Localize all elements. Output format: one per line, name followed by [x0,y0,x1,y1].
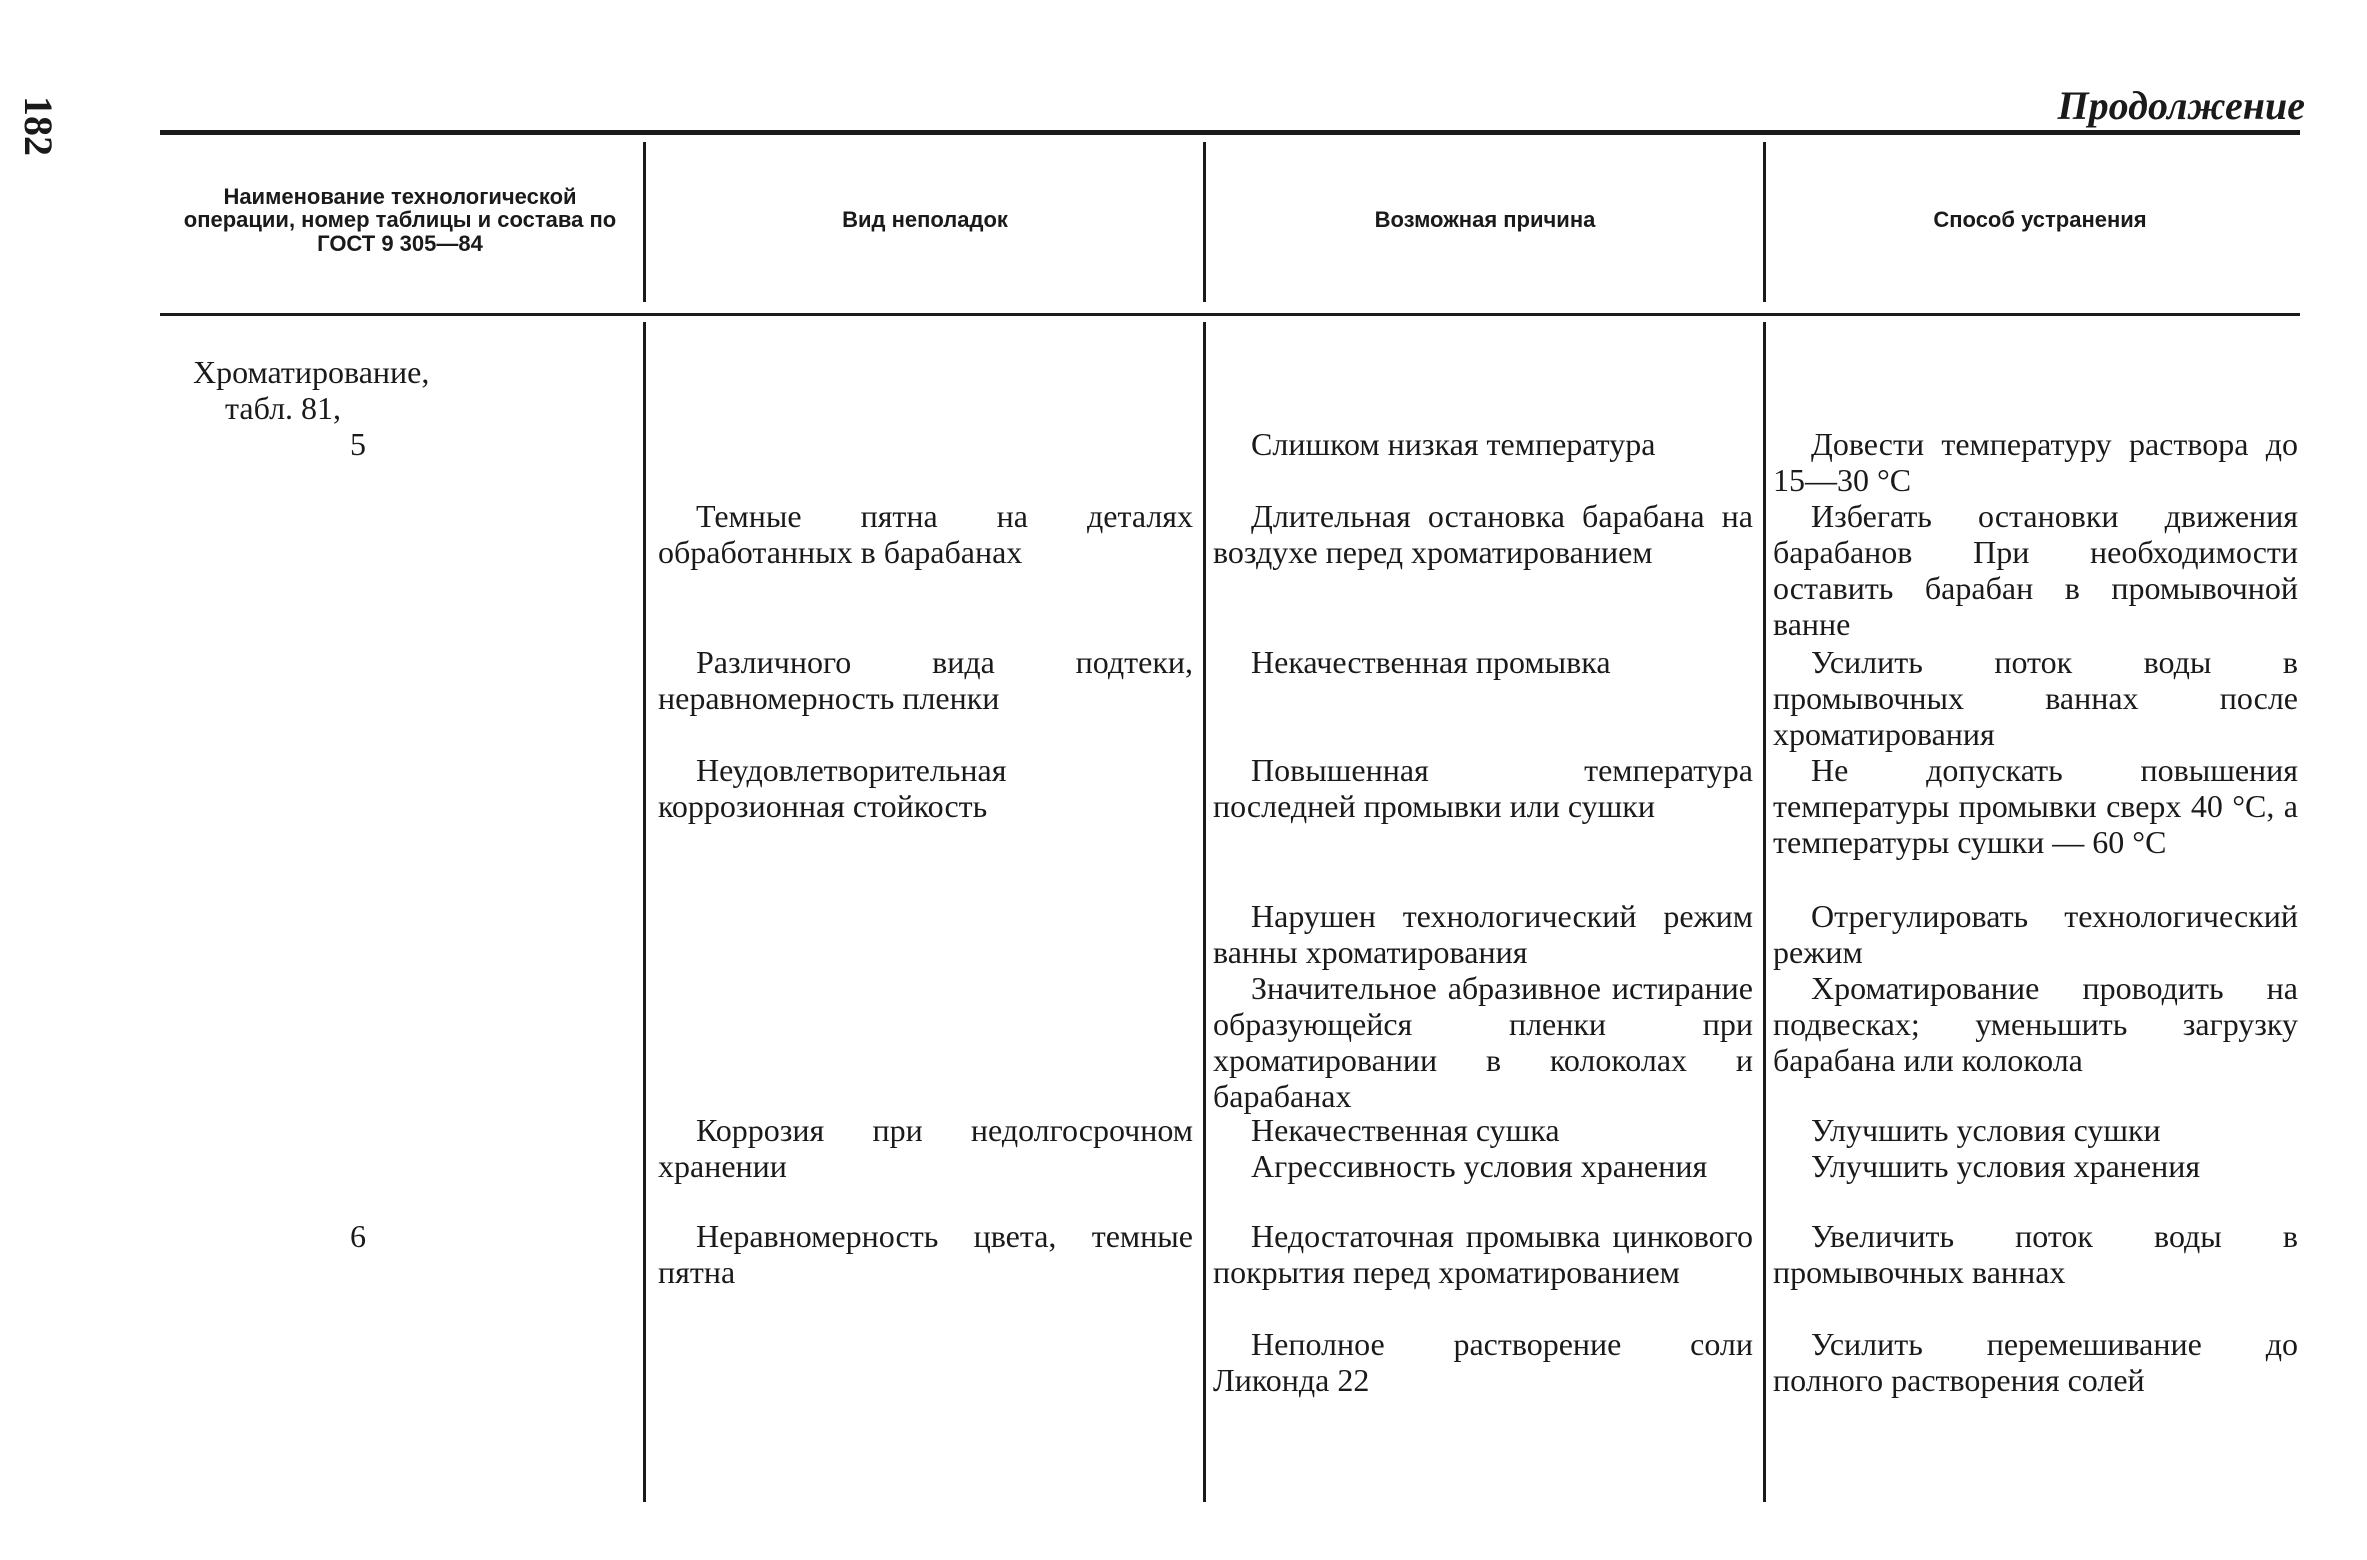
table-row-defect: Коррозия при недолгосрочном хранении [658,1112,1193,1184]
table-row-remedy: Отрегулировать технологический режим [1773,898,2298,970]
operation-composition-5: 5 [350,426,366,462]
table-row-cause: Неполное растворение соли Ликонда 22 [1213,1326,1753,1398]
column-divider-2-body [1203,322,1206,1502]
operation-composition-6: 6 [350,1218,366,1254]
table-row-cause: Длительная остановка барабана на воздухе перед хроматированием [1213,498,1753,570]
header-defect: Вид неполадок [842,207,1008,233]
column-divider-3-body [1763,322,1766,1502]
top-rule [160,130,2300,135]
table-row-remedy: Улучшить условия сушки [1811,1112,2161,1148]
table-row-cause: Агрессивность условия хранения [1251,1148,1708,1184]
table-row-cause: Слишком низкая температура [1251,426,1656,462]
header-operation: Наименование технологической операции, номер таблицы и состава по ГОСТ 9 305—84 [183,184,617,256]
table-row-cause: Значительное абразивное истирание образующейся пленки при хроматировании в колоколах и барабанах [1213,970,1753,1114]
operation-table: табл. 81, [225,390,342,426]
column-divider-3 [1763,142,1766,302]
table-row-defect: Различного вида подтеки, неравномерность пленки [658,644,1193,716]
table-row-remedy: Не допускать повышения температуры промывки сверх 40 °С, а температуры сушки — 60 °С [1773,752,2298,860]
table-row-remedy: Увеличить поток воды в промывочных ваннах [1773,1218,2298,1290]
table-row-defect: Неравномерность цвета, темные пятна [658,1218,1193,1290]
operation-title: Хроматирование, [193,354,430,390]
table-row-remedy: Довести температуру раствора до 15—30 °С [1773,426,2298,498]
column-divider-2 [1203,142,1206,302]
table-row-remedy: Усилить поток воды в промывочных ваннах после хроматирования [1773,644,2298,752]
header-remedy: Способ устранения [1933,207,2147,233]
table-row-cause: Повышенная температура последней промывки или сушки [1213,752,1753,824]
table-row-remedy: Усилить перемешивание до полного растворения солей [1773,1326,2298,1398]
column-divider-1-body [643,322,646,1502]
table-row-cause: Нарушен технологический режим ванны хроматирования [1213,898,1753,970]
table-row-remedy: Хроматирование проводить на подвесках; уменьшить загрузку барабана или колокола [1773,970,2298,1078]
page-number: 182 [16,96,61,156]
table-row-cause: Некачественная промывка [1251,644,1611,680]
header-cause: Возможная причина [1374,207,1596,233]
table-row-remedy: Улучшить условия хранения [1811,1148,2201,1184]
table-row-remedy: Избегать остановки движения барабанов При необходимости оставить барабан в промывочной ванне [1773,498,2298,642]
continuation-label: Продолжение [2057,83,2305,128]
table-row-cause: Некачественная сушка [1251,1112,1560,1148]
table-row-defect: Неудовлетворительная коррозионная стойкость [658,752,1007,824]
column-divider-1 [643,142,646,302]
table-row-cause: Недостаточная промывка цинкового покрытия перед хроматированием [1213,1218,1753,1290]
header-bottom-rule [160,313,2300,316]
table-row-defect: Темные пятна на деталях обработанных в барабанах [658,498,1193,570]
